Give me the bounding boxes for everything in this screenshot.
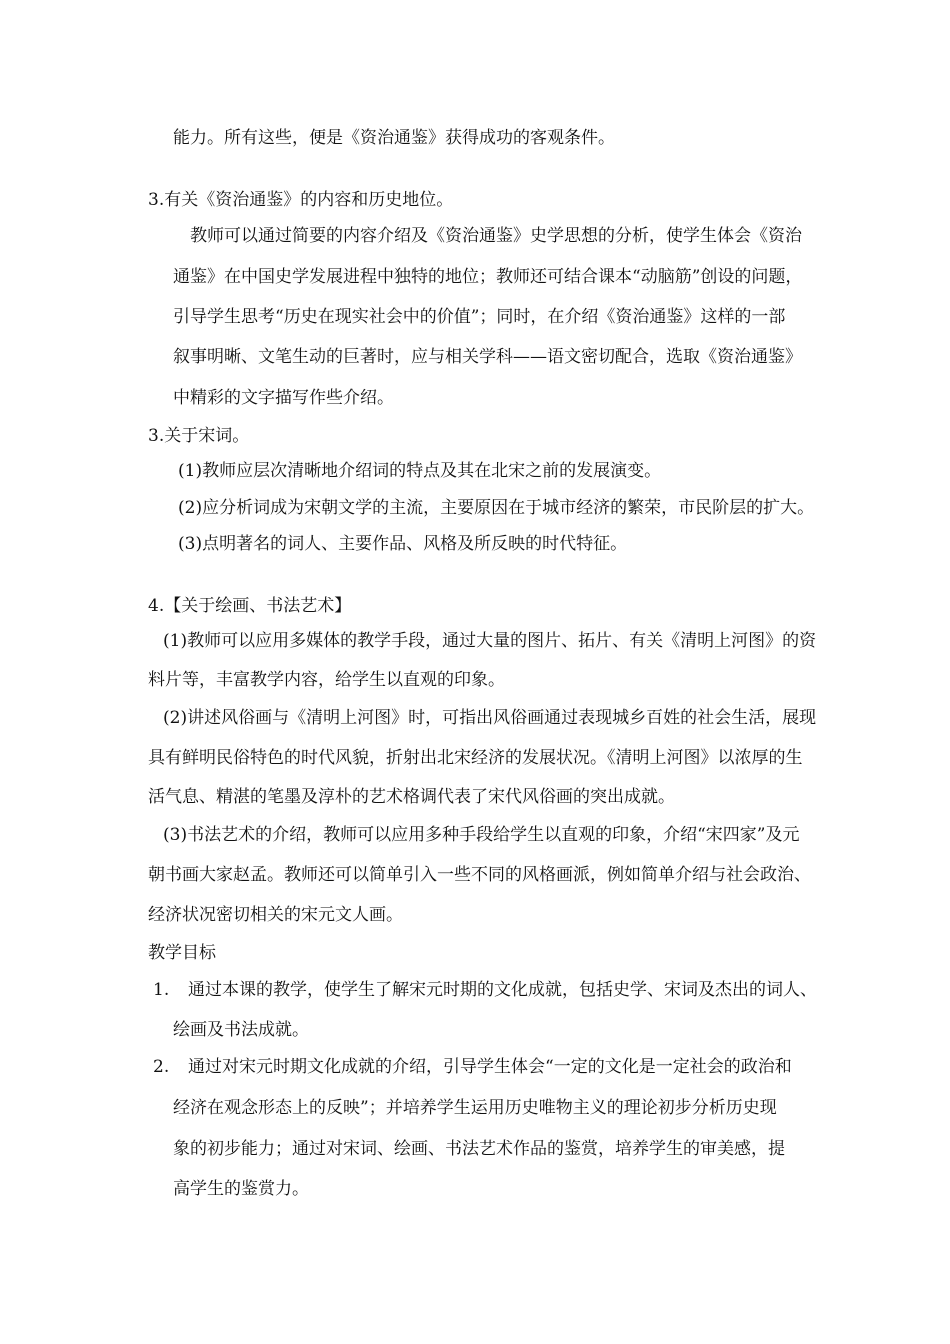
list-item-line: 通过本课的教学，使学生了解宋元时期的文化成就，包括史学、宋词及杰出的词人、 xyxy=(188,980,817,1000)
list-item-line: 绘画及书法成就。 xyxy=(173,1020,309,1040)
list-number: 2. xyxy=(153,1057,170,1077)
intro-text: 能力。所有这些，便是《资治通鉴》获得成功的客观条件。 xyxy=(173,128,615,148)
paragraph-line: 经济状况密切相关的宋元文人画。 xyxy=(148,905,403,925)
list-item-line: 象的初步能力；通过对宋词、绘画、书法艺术作品的鉴赏，培养学生的审美感，提 xyxy=(173,1139,785,1159)
list-item: (3)点明著名的词人、主要作品、风格及所反映的时代特征。 xyxy=(178,534,628,554)
paragraph-line: 通鉴》在中国史学发展进程中独特的地位；教师还可结合课本“动脑筋”创设的问题， xyxy=(173,267,803,287)
section-heading-goals: 教学目标 xyxy=(148,943,216,963)
paragraph-line: (1)教师可以应用多媒体的教学手段，通过大量的图片、拓片、有关《清明上河图》的资 xyxy=(163,631,817,651)
list-item: (2)应分析词成为宋朝文学的主流，主要原因在于城市经济的繁荣，市民阶层的扩大。 xyxy=(178,498,815,518)
paragraph-line: 教师可以通过简要的内容介绍及《资治通鉴》史学思想的分析，使学生体会《资治 xyxy=(190,226,802,246)
paragraph-line: 料片等，丰富教学内容，给学生以直观的印象。 xyxy=(148,670,505,690)
list-item-line: 经济在观念形态上的反映”；并培养学生运用历史唯物主义的理论初步分析历史现 xyxy=(173,1098,777,1118)
section-heading-songci: 3.关于宋词。 xyxy=(148,426,250,446)
list-number: 1. xyxy=(153,980,170,1000)
list-item-line: 通过对宋元时期文化成就的介绍，引导学生体会“一定的文化是一定社会的政治和 xyxy=(188,1057,792,1077)
section-heading-zizhi: 3.有关《资治通鉴》的内容和历史地位。 xyxy=(148,190,454,210)
section-heading-art: 4.【关于绘画、书法艺术】 xyxy=(148,596,352,616)
paragraph-line: 引导学生思考“历史在现实社会中的价值”；同时，在介绍《资治通鉴》这样的一部 xyxy=(173,307,786,327)
paragraph-line: 活气息、精湛的笔墨及淳朴的艺术格调代表了宋代风俗画的突出成就。 xyxy=(148,787,675,807)
list-item: (1)教师应层次清晰地介绍词的特点及其在北宋之前的发展演变。 xyxy=(178,461,662,481)
paragraph-line: 叙事明晰、文笔生动的巨著时，应与相关学科——语文密切配合，选取《资治通鉴》 xyxy=(173,347,802,367)
list-item-line: 高学生的鉴赏力。 xyxy=(173,1179,309,1199)
paragraph-line: (3)书法艺术的介绍，教师可以应用多种手段给学生以直观的印象，介绍“宋四家”及元 xyxy=(163,825,800,845)
paragraph-line: 中精彩的文字描写作些介绍。 xyxy=(173,388,394,408)
paragraph-line: 具有鲜明民俗特色的时代风貌，折射出北宋经济的发展状况。《清明上河图》以浓厚的生 xyxy=(148,748,803,768)
paragraph-line: (2)讲述风俗画与《清明上河图》时，可指出风俗画通过表现城乡百姓的社会生活，展现 xyxy=(163,708,817,728)
paragraph-line: 朝书画大家赵孟。教师还可以简单引入一些不同的风格画派，例如简单介绍与社会政治、 xyxy=(148,865,811,885)
